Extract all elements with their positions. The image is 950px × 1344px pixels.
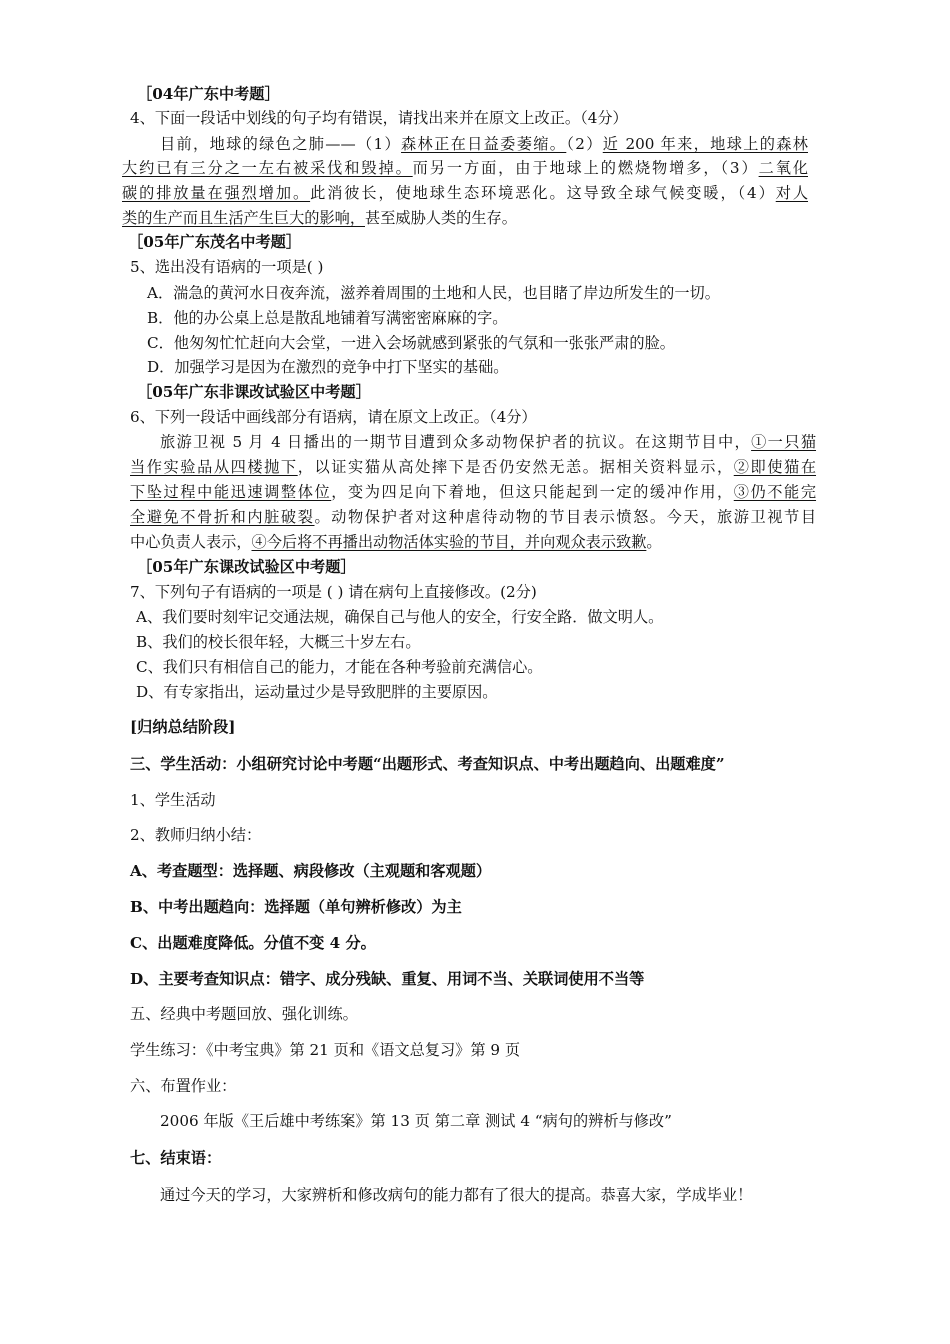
point-c: C、出题难度降低。分值不变 4 分。 <box>130 934 376 952</box>
q5-option-d: D．加强学习是因为在激烈的竞争中打下坚实的基础。 <box>147 358 509 376</box>
q7-option-a: A、我们要时刻牢记交通法规，确保自己与他人的安全，行安全路．做文明人。 <box>136 608 664 626</box>
q5-option-b: B．他的办公桌上总是散乱地铺着写满密密麻麻的字。 <box>147 309 508 327</box>
underlined-sentence-4b: 类的生产而且生活产生巨大的影响， <box>122 209 365 227</box>
underlined-sentence-3b: 碳的排放量在强烈增加。 <box>122 184 311 202</box>
underlined-part-3a: ③仍不能完 <box>733 483 817 501</box>
q7-option-d: D、有专家指出，运动量过少是导致肥胖的主要原因。 <box>136 683 498 701</box>
underlined-sentence-4a: 对人 <box>775 184 809 202</box>
section-header-05-reform: ［05年广东课改试验区中考题］ <box>137 558 356 576</box>
underlined-sentence-1: 森林正在日益委萎缩。 <box>401 135 567 153</box>
q7-option-b: B、我们的校长很年轻，大概三十岁左右。 <box>136 633 421 651</box>
item-1: 1、学生活动 <box>130 791 216 809</box>
paragraph-q6-line-1: 旅游卫视 5 月 4 日播出的一期节目遭到众多动物保护者的抗议。在这期节目中，①一只猫 <box>160 433 817 451</box>
underlined-part-4: ④今后将不再播出动物活体实验的节目，并向观众表示致歉 <box>251 533 647 551</box>
closing-remarks: 通过今天的学习，大家辨析和修改病句的能力都有了很大的提高。恭喜大家，学成毕业！ <box>160 1186 753 1204</box>
question-7: 7、下列句子有语病的一项是 ( ) 请在病句上直接修改。(2分) <box>130 583 537 601</box>
summary-header: [归纳总结阶段] <box>130 718 236 736</box>
paragraph-q6-line-3: 下坠过程中能迅速调整体位，变为四足向下着地，但这只能起到一定的缓冲作用，③仍不能完 <box>130 483 817 501</box>
question-5: 5、选出没有语病的一项是( ) <box>130 258 324 276</box>
q7-option-c: C、我们只有相信自己的能力，才能在各种考验前充满信心。 <box>136 658 543 676</box>
underlined-part-2a: ②即使猫在 <box>733 458 817 476</box>
question-6: 6、下列一段话中画线部分有语病，请在原文上改正。（4分） <box>130 408 537 426</box>
underlined-part-1a: ①一只猫 <box>751 433 817 451</box>
underlined-part-3b: 全避免不骨折和内脏破裂 <box>130 508 315 526</box>
underlined-part-1b: 当作实验品从四楼抛下 <box>130 458 298 476</box>
homework: 2006 年版《王后雄中考练案》第 13 页 第二章 测试 4 “病句的辨析与修改” <box>160 1112 672 1130</box>
paragraph-q4-line-1: 目前，地球的绿色之肺——（1）森林正在日益委萎缩。（2）近 200 年来，地球上的森林 <box>160 135 808 153</box>
q5-option-c: C．他匆匆忙忙赶向大会堂，一进入会场就感到紧张的气氛和一张张严肃的脸。 <box>147 334 675 352</box>
paragraph-q6-line-2: 当作实验品从四楼抛下，以证实猫从高处摔下是否仍安然无恙。据相关资料显示，②即使猫在 <box>130 458 817 476</box>
student-practice: 学生练习：《中考宝典》第 21 页和《语文总复习》第 9 页 <box>130 1041 521 1059</box>
section-3-heading: 三、学生活动：小组研究讨论中考题“出题形式、考查知识点、中考出题趋向、出题难度” <box>130 755 725 773</box>
paragraph-q4-line-2: 大约已有三分之一左右被采伐和毁掉。而另一方面，由于地球上的燃烧物增多，（3）二氧化 <box>122 159 808 177</box>
underlined-part-2b: 下坠过程中能迅速调整体位 <box>130 483 332 501</box>
paragraph-q6-line-4: 全避免不骨折和内脏破裂。动物保护者对这种虐待动物的节目表示愤怒。今天，旅游卫视节目 <box>130 508 817 526</box>
section-6: 六、布置作业： <box>130 1077 237 1095</box>
paragraph-q4-line-3: 碳的排放量在强烈增加。此消彼长，使地球生态环境恶化。这导致全球气候变暖，（4）对人 <box>122 184 809 202</box>
q5-option-a: A．湍急的黄河水日夜奔流，滋养着周围的土地和人民，也目睹了岸边所发生的一切。 <box>147 284 720 302</box>
point-d: D、主要考查知识点：错字、成分残缺、重复、用词不当、关联词使用不当等 <box>130 970 645 988</box>
section-5: 五、经典中考题回放、强化训练。 <box>130 1005 358 1023</box>
point-b: B、中考出题趋向：选择题（单句辨析修改）为主 <box>130 898 462 916</box>
paragraph-q4-line-4: 类的生产而且生活产生巨大的影响，甚至威胁人类的生存。 <box>122 209 517 227</box>
section-header-05-nonreform: ［05年广东非课改试验区中考题］ <box>137 383 371 401</box>
point-a: A、考查题型：选择题、病段修改（主观题和客观题） <box>130 862 492 880</box>
question-4: 4、下面一段话中划线的句子均有错误，请找出来并在原文上改正。（4分） <box>130 109 628 127</box>
item-2: 2、教师归纳小结： <box>130 826 262 844</box>
section-header-04: ［04年广东中考题］ <box>137 85 280 103</box>
paragraph-q6-line-5: 中心负责人表示，④今后将不再播出动物活体实验的节目，并向观众表示致歉。 <box>130 533 662 551</box>
section-header-05-maoming: ［05年广东茂名中考题］ <box>128 233 302 251</box>
section-7: 七、结束语： <box>130 1149 222 1167</box>
underlined-sentence-2a: 近 200 年来，地球上的森林 <box>602 135 808 153</box>
underlined-sentence-2b: 大约已有三分之一左右被采伐和毁掉。 <box>122 159 413 177</box>
underlined-sentence-3a: 二氧化 <box>758 159 808 177</box>
